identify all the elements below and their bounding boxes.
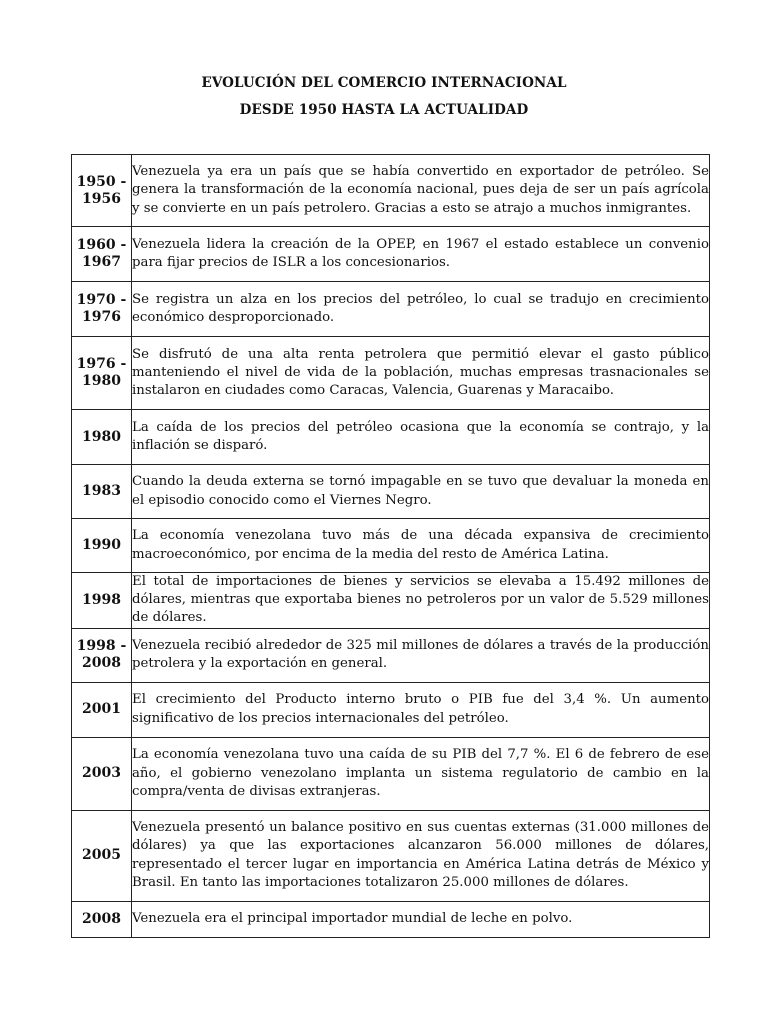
table-row bbox=[72, 682, 710, 737]
year-label: 1998 - 2008 bbox=[76, 638, 127, 672]
year-cell bbox=[72, 519, 132, 573]
year-label: 1983 bbox=[82, 483, 121, 499]
year-label: 2003 bbox=[82, 765, 121, 782]
year-cell bbox=[72, 901, 132, 937]
year-cell bbox=[72, 810, 132, 901]
table-row bbox=[72, 282, 710, 337]
description-cell: Venezuela era el principal importador mundial de leche en polvo. bbox=[132, 901, 710, 937]
year-cell bbox=[72, 282, 132, 337]
year-cell bbox=[72, 628, 132, 682]
description-cell: La caída de los precios del petróleo ocasiona que la economía se contrajo, y la inflación se disparó. bbox=[132, 410, 710, 465]
table-row bbox=[72, 901, 710, 937]
document-title: EVOLUCIÓN DEL COMERCIO INTERNACIONAL bbox=[201, 75, 567, 91]
year-cell bbox=[72, 155, 132, 227]
description-cell: Se disfrutó de una alta renta petrolera que permitió elevar el gasto público manteniendo el nivel de vida de la población, muchas empresas trasnacionales se instalaron en ciudades como Caracas, Valencia, Guarenas y Maracaibo. bbox=[132, 337, 710, 410]
description-cell: La economía venezolana tuvo más de una década expansiva de crecimiento macroeconómico, por encima de la media del resto de América Latina. bbox=[132, 519, 710, 573]
table-row bbox=[72, 410, 710, 465]
description-cell: Se registra un alza en los precios del petróleo, lo cual se tradujo en crecimiento económico desproporcionado. bbox=[132, 282, 710, 337]
year-label: 2001 bbox=[82, 701, 121, 718]
year-label: 1990 bbox=[82, 537, 121, 553]
description-cell: Venezuela ya era un país que se había convertido en exportador de petróleo. Se genera la transformación de la economía nacional, pues deja de ser un país agrícola y se convierte en un país petrolero. Gracias a esto se atrajo a muchos inmigrantes. bbox=[132, 155, 710, 227]
year-label: 1950 - 1956 bbox=[76, 173, 127, 207]
year-label: 2008 bbox=[82, 910, 121, 927]
year-label: 1970 - 1976 bbox=[76, 292, 127, 325]
description-cell: El total de importaciones de bienes y servicios se elevaba a 15.492 millones de dólares, mientras que exportaba bienes no petroleros por un valor de 5.529 millones de dólares. bbox=[132, 573, 710, 629]
table-row bbox=[72, 810, 710, 901]
year-cell bbox=[72, 337, 132, 410]
table-row bbox=[72, 227, 710, 282]
year-cell bbox=[72, 737, 132, 810]
description-cell: Venezuela presentó un balance positivo en sus cuentas externas (31.000 millones de dólares) ya que las exportaciones alcanzaron 56.000 millones de dólares, representado el tercer lugar en importancia en América Latina detrás de México y Brasil. En tanto las importaciones totalizaron 25.000 millones de dólares. bbox=[132, 810, 710, 901]
year-cell bbox=[72, 465, 132, 519]
table-row bbox=[72, 337, 710, 410]
year-cell bbox=[72, 410, 132, 465]
year-label: 1960 - 1967 bbox=[76, 237, 127, 270]
year-label: 1998 bbox=[82, 591, 121, 608]
table-row bbox=[72, 465, 710, 519]
document-subtitle: DESDE 1950 HASTA LA ACTUALIDAD bbox=[239, 102, 529, 118]
table-row bbox=[72, 737, 710, 810]
description-cell: El crecimiento del Producto interno bruto o PIB fue del 3,4 %. Un aumento significativo de los precios internacionales del petróleo. bbox=[132, 682, 710, 737]
year-label: 1980 bbox=[82, 428, 121, 445]
year-label: 2005 bbox=[82, 847, 121, 864]
table-row bbox=[72, 155, 710, 227]
description-cell: Venezuela lidera la creación de la OPEP, en 1967 el estado establece un convenio para fijar precios de ISLR a los concesionarios. bbox=[132, 227, 710, 282]
year-cell bbox=[72, 227, 132, 282]
table-row bbox=[72, 628, 710, 682]
description-cell: Venezuela recibió alrededor de 325 mil millones de dólares a través de la producción petrolera y la exportación en general. bbox=[132, 628, 710, 682]
timeline-table bbox=[71, 154, 710, 938]
year-label: 1976 - 1980 bbox=[76, 356, 127, 389]
year-cell bbox=[72, 682, 132, 737]
year-cell bbox=[72, 573, 132, 629]
description-cell: La economía venezolana tuvo una caída de su PIB del 7,7 %. El 6 de febrero de ese año, el gobierno venezolano implanta un sistema regulatorio de cambio en la compra/venta de divisas extranjeras. bbox=[132, 737, 710, 810]
description-cell: Cuando la deuda externa se tornó impagable en se tuvo que devaluar la moneda en el episodio conocido como el Viernes Negro. bbox=[132, 465, 710, 519]
table-row bbox=[72, 573, 710, 629]
table-row bbox=[72, 519, 710, 573]
